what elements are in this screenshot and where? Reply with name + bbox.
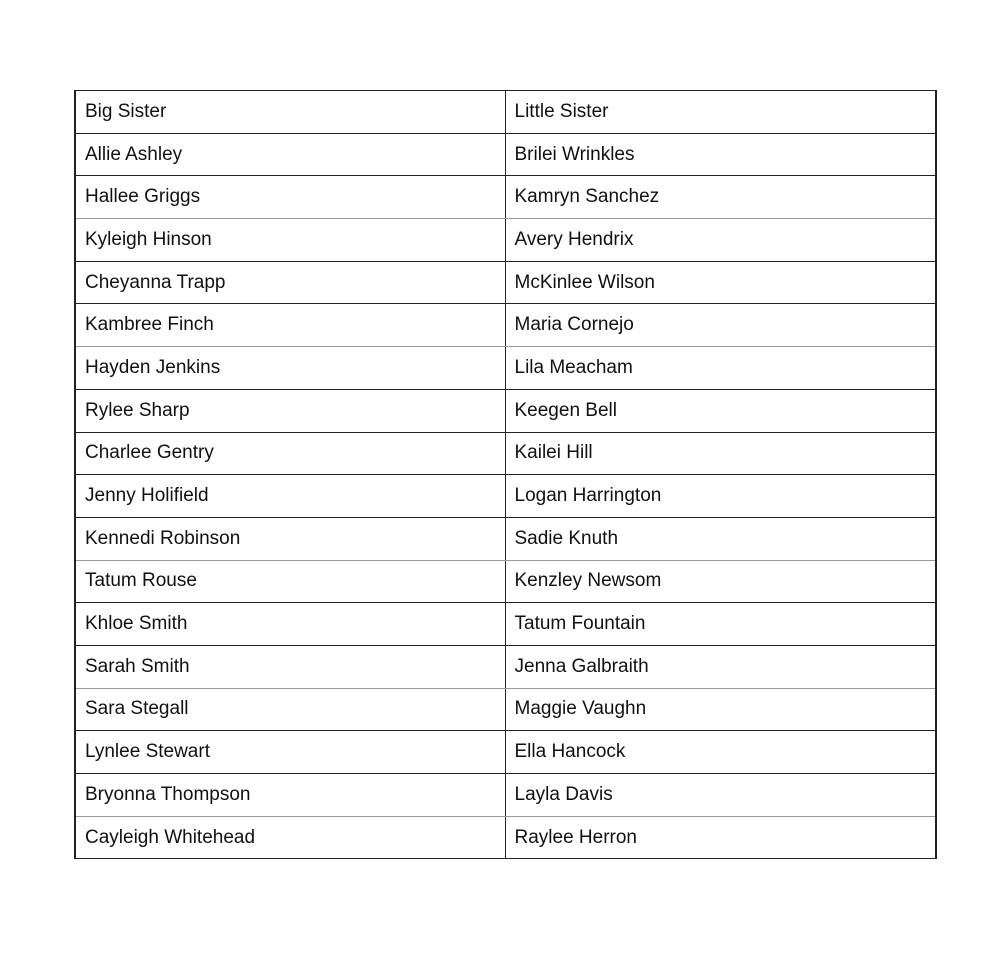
table-row <box>75 219 936 262</box>
header-big-sister: Big Sister <box>75 91 505 134</box>
big-sister-cell: Tatum Rouse <box>75 560 505 603</box>
table-row <box>75 688 936 731</box>
little-sister-cell: Kenzley Newsom <box>505 560 936 603</box>
little-sister-cell: McKinlee Wilson <box>505 261 936 304</box>
table-row <box>75 261 936 304</box>
big-sister-cell: Cheyanna Trapp <box>75 261 505 304</box>
little-sister-cell: Keegen Bell <box>505 389 936 432</box>
little-sister-cell: Kailei Hill <box>505 432 936 475</box>
little-sister-cell: Sadie Knuth <box>505 517 936 560</box>
big-sister-cell: Cayleigh Whitehead <box>75 816 505 859</box>
table-header-row <box>75 91 936 134</box>
big-sister-cell: Jenny Holifield <box>75 475 505 518</box>
table-row <box>75 603 936 646</box>
little-sister-cell: Logan Harrington <box>505 475 936 518</box>
table-row <box>75 133 936 176</box>
big-sister-cell: Khloe Smith <box>75 603 505 646</box>
table-row <box>75 517 936 560</box>
big-sister-cell: Lynlee Stewart <box>75 731 505 774</box>
table-row <box>75 432 936 475</box>
big-sister-cell: Kennedi Robinson <box>75 517 505 560</box>
big-sister-cell: Hallee Griggs <box>75 176 505 219</box>
little-sister-cell: Maria Cornejo <box>505 304 936 347</box>
little-sister-cell: Kamryn Sanchez <box>505 176 936 219</box>
big-sister-cell: Bryonna Thompson <box>75 774 505 817</box>
sister-pairs-table <box>74 90 937 859</box>
table-row <box>75 304 936 347</box>
little-sister-cell: Avery Hendrix <box>505 219 936 262</box>
little-sister-cell: Maggie Vaughn <box>505 688 936 731</box>
table-row <box>75 816 936 859</box>
big-sister-cell: Hayden Jenkins <box>75 347 505 390</box>
little-sister-cell: Ella Hancock <box>505 731 936 774</box>
table-row <box>75 560 936 603</box>
little-sister-cell: Layla Davis <box>505 774 936 817</box>
little-sister-cell: Raylee Herron <box>505 816 936 859</box>
table-row <box>75 389 936 432</box>
little-sister-cell: Tatum Fountain <box>505 603 936 646</box>
table-row <box>75 475 936 518</box>
big-sister-cell: Rylee Sharp <box>75 389 505 432</box>
little-sister-cell: Brilei Wrinkles <box>505 133 936 176</box>
big-sister-cell: Sarah Smith <box>75 645 505 688</box>
big-sister-cell: Sara Stegall <box>75 688 505 731</box>
table-row <box>75 645 936 688</box>
little-sister-cell: Jenna Galbraith <box>505 645 936 688</box>
table-row <box>75 176 936 219</box>
header-little-sister: Little Sister <box>505 91 936 134</box>
big-sister-cell: Allie Ashley <box>75 133 505 176</box>
table-row <box>75 731 936 774</box>
big-sister-cell: Kyleigh Hinson <box>75 219 505 262</box>
table-row <box>75 347 936 390</box>
little-sister-cell: Lila Meacham <box>505 347 936 390</box>
big-sister-cell: Kambree Finch <box>75 304 505 347</box>
big-sister-cell: Charlee Gentry <box>75 432 505 475</box>
table-row <box>75 774 936 817</box>
